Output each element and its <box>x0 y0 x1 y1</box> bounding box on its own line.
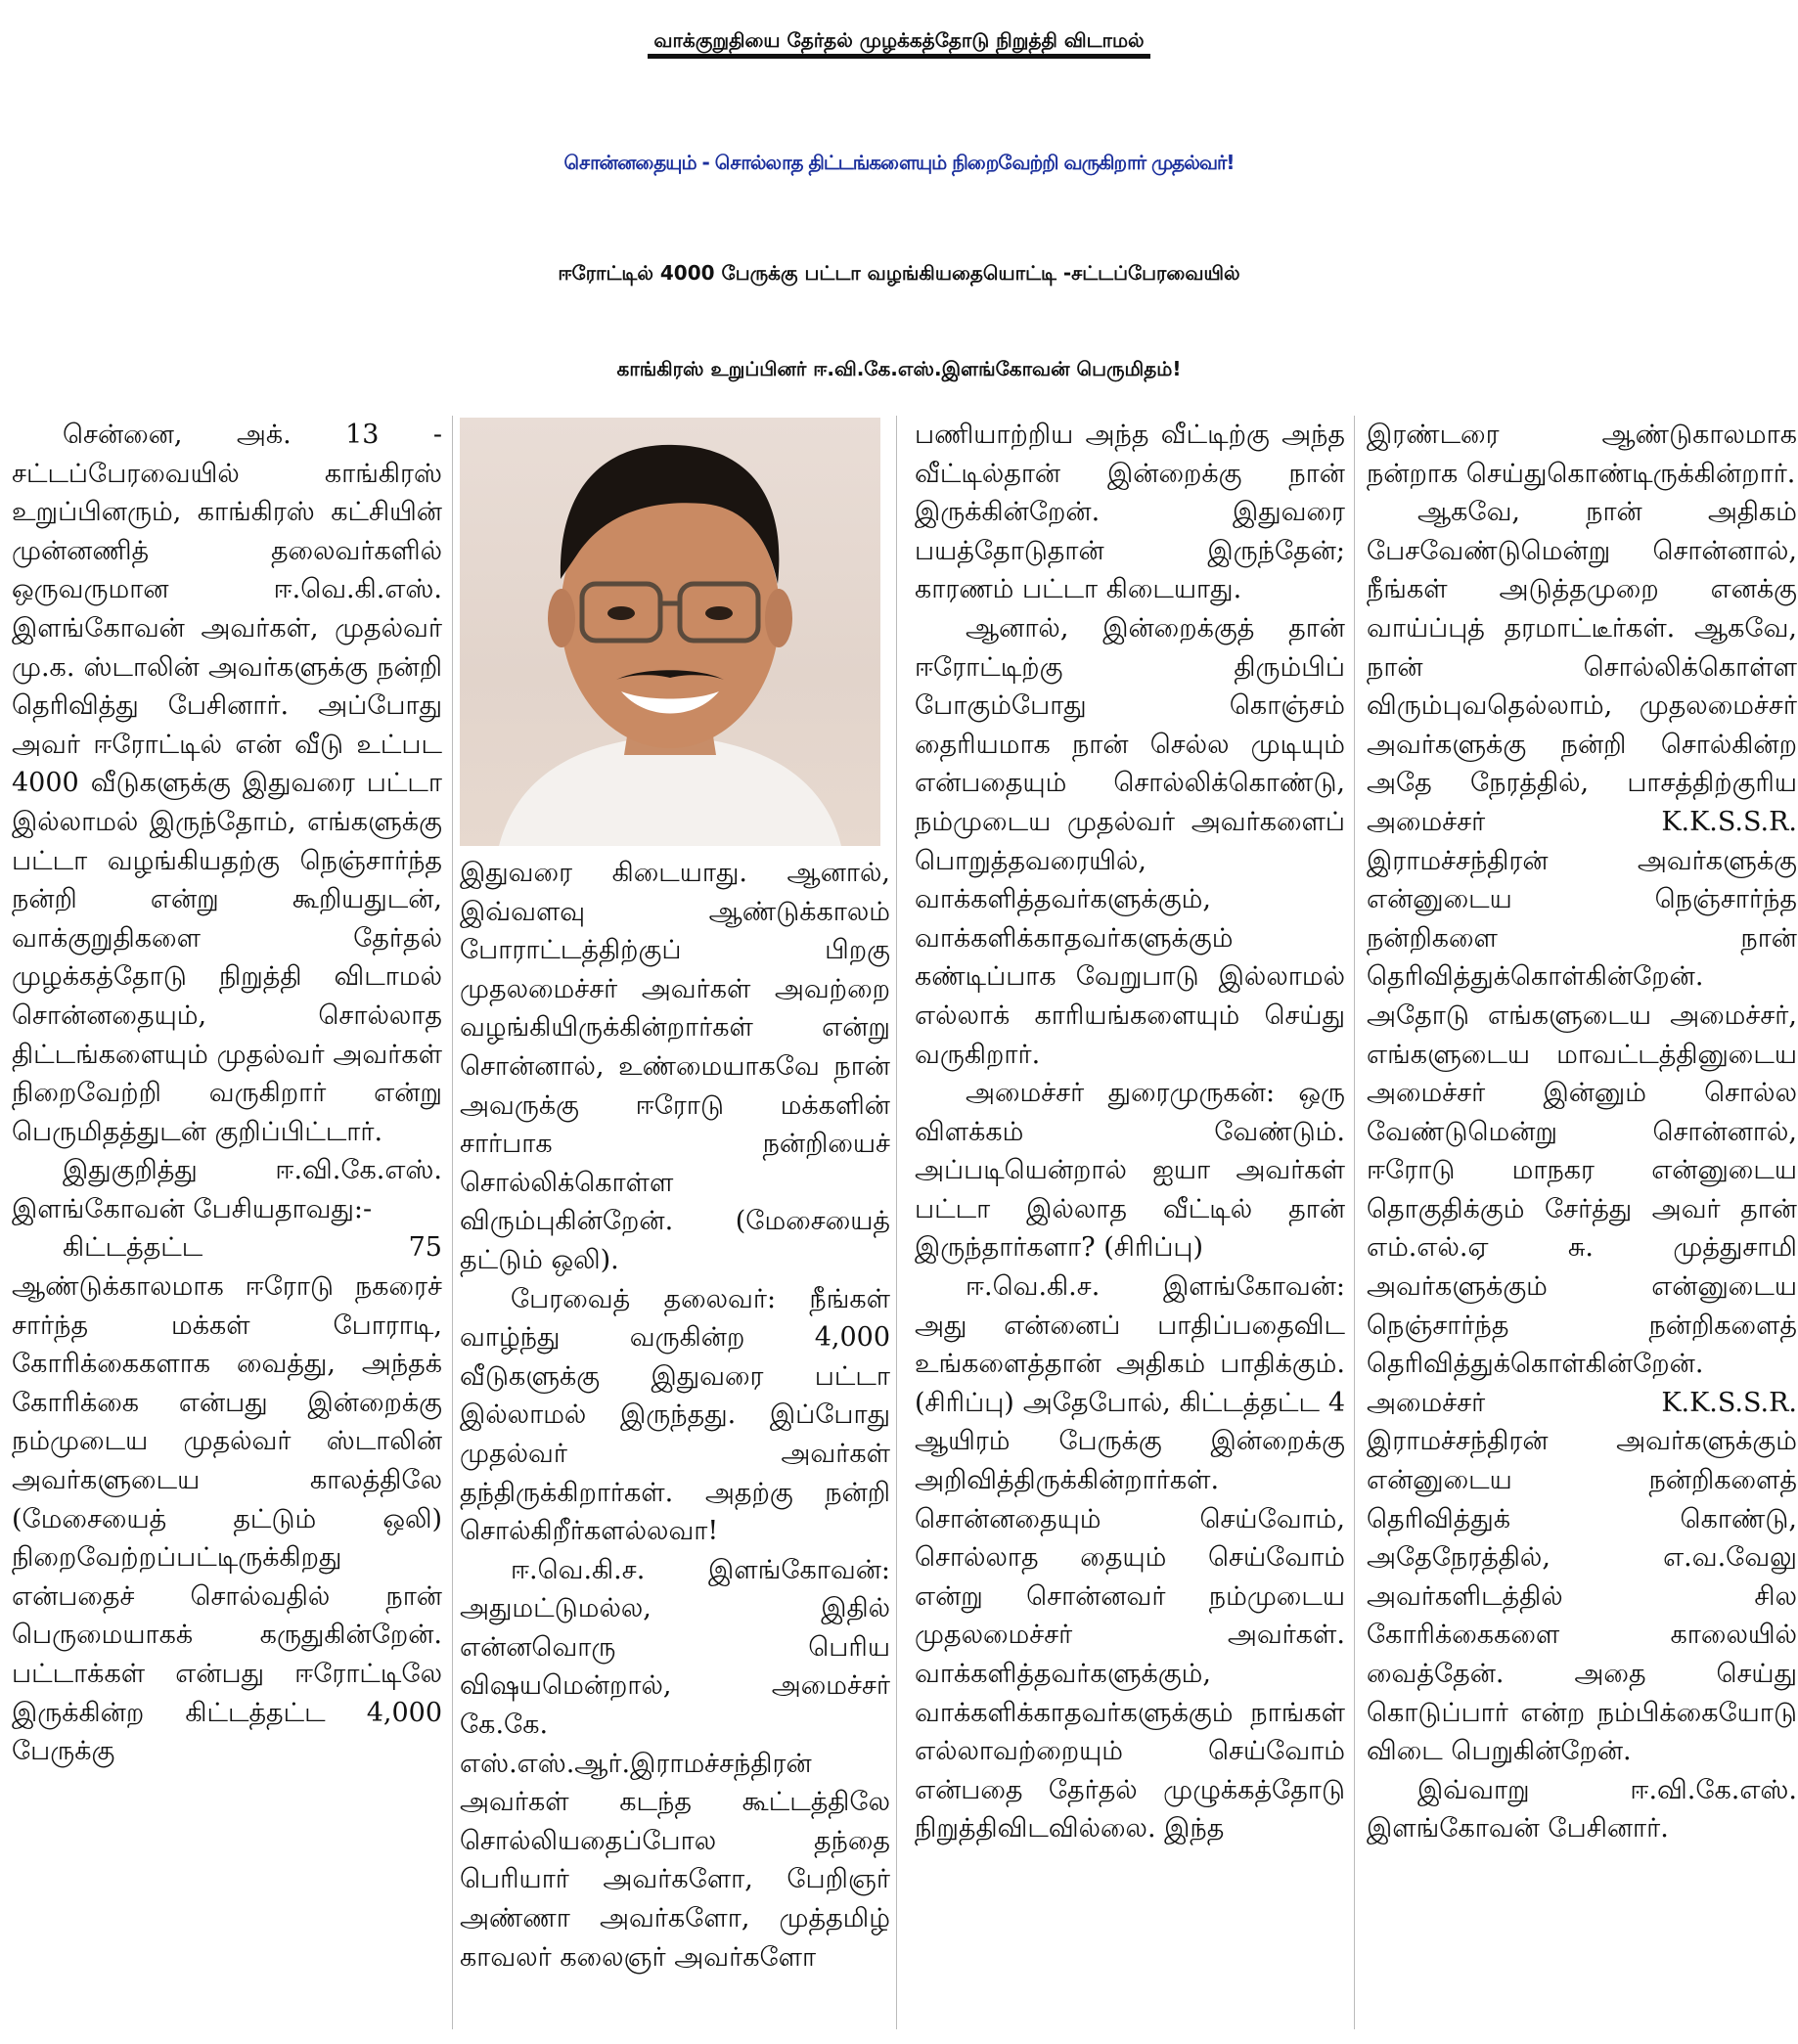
paragraph: ஈ.வெ.கி.ச. இளங்கோவன்: அது என்னைப் பாதிப்பதைவிட உங்களைத்தான் அதிகம் பாதிக்கும்.(சிரிப்பு) அதேபோல், கிட்டத்தட்ட 4 ஆயிரம் பேருக்கு இன்றைக்கு அறிவித்திருக்கின்றார்கள். சொன்னதையும் செய்வோம், சொல்லாத தையும் செய்வோம் என்று சொன்னவர் நம்முடைய முதலமைச்சர் அவர்கள். வாக்களித்தவர்களுக்கும், வாக்களிக்காதவர்களுக்கும் நாங்கள் எல்லாவற்றையும் செய்வோம் என்பதை தேர்தல் முழுக்கத்தோடு நிறுத்திவிடவில்லை. இந்த <box>915 1271 1345 1844</box>
article-column-2 <box>460 854 890 2034</box>
subheadline-2: காங்கிரஸ் உறுப்பினர் ஈ.வி.கே.எஸ்.இளங்கோவன் பெருமிதம்! <box>616 357 1182 380</box>
article-column-1 <box>12 416 442 2034</box>
paragraph: ஈ.வெ.கி.ச. இளங்கோவன்: அதுமட்டுமல்ல, இதில் என்னவொரு பெரிய விஷயமென்றால், அமைச்சர் கே.கே. எஸ்.எஸ்.ஆர்.இராமச்சந்திரன் அவர்கள் கடந்த கூட்டத்திலே சொல்லியதைப்போல தந்தை பெரியார் அவர்களோ, பேறிஞர் அண்ணா அவர்களோ, முத்தமிழ் காவலர் கலைஞர் அவர்களோ <box>460 1554 890 1973</box>
paragraph: இரண்டரை ஆண்டுகாலமாக நன்றாக செய்துகொண்டிருக்கின்றார். <box>1367 420 1797 489</box>
paragraph: இவ்வாறு ஈ.வி.கே.எஸ். இளங்கோவன் பேசினார். <box>1367 1774 1797 1844</box>
paragraph: பணியாற்றிய அந்த வீட்டிற்கு அந்த வீட்டில்தான் இன்றைக்கு நான் இருக்கின்றேன். இதுவரை பயத்தோடுதான் இருந்தேன்; காரணம் பட்டா கிடையாது. <box>915 420 1345 605</box>
article-column-4 <box>1367 416 1797 2034</box>
paragraph: இதுவரை கிடையாது. ஆனால், இவ்வளவு ஆண்டுக்காலம் போராட்டத்திற்குப் பிறகு முதலமைச்சர் அவர்கள் அவற்றை வழங்கியிருக்கின்றார்கள் என்று சொன்னால், உண்மையாகவே நான் அவருக்கு ஈரோடு மக்களின் சார்பாக நன்றியைச் சொல்லிக்கொள்ள விரும்புகின்றேன். (மேசையைத் தட்டும் ஒலி). <box>460 858 890 1275</box>
subheadline-1: ஈரோட்டில் 4000 பேருக்கு பட்டா வழங்கியதையொட்டி -சட்டப்பேரவையில் <box>558 261 1240 285</box>
portrait-photo <box>460 418 880 846</box>
paragraph: கிட்டத்தட்ட 75 ஆண்டுக்காலமாக ஈரோடு நகரைச் சார்ந்த மக்கள் போராடி, கோரிக்கைகளாக வைத்து, அந்தக் கோரிக்கை என்பது இன்றைக்கு நம்முடைய முதல்வர் ஸ்டாலின் அவர்களுடைய காலத்திலே (மேசையைத் தட்டும் ஒலி) நிறைவேற்றப்பட்டிருக்கிறது என்பதைச் சொல்வதில் நான் பெருமையாகக் கருதுகின்றேன். பட்டாக்கள் என்பது ஈரோட்டிலே இருக்கின்ற கிட்டத்தட்ட 4,000 பேருக்கு <box>12 1232 442 1767</box>
paragraph: இதுகுறித்து ஈ.வி.கே.எஸ். இளங்கோவன் பேசியதாவது:- <box>12 1155 442 1224</box>
paragraph: ஆகவே, நான் அதிகம் பேசவேண்டுமென்று சொன்னால், நீங்கள் அடுத்தமுறை எனக்கு வாய்ப்புத் தரமாட்டீர்கள். ஆகவே, நான் சொல்லிக்கொள்ள விரும்புவதெல்லாம், முதலமைச்சர் அவர்களுக்கு நன்றி சொல்கின்ற அதே நேரத்தில், பாசத்திற்குரிய அமைச்சர் K.K.S.S.R. இராமச்சந்திரன் அவர்களுக்கு என்னுடைய நெஞ்சார்ந்த நன்றிகளை நான் தெரிவித்துக்கொள்கின்றேன். அதோடு எங்களுடைய அமைச்சர், எங்களுடைய மாவட்டத்தினுடைய அமைச்சர் இன்னும் சொல்ல வேண்டுமென்று சொன்னால், ஈரோடு மாநகர என்னுடைய தொகுதிக்கும் சேர்த்து அவர் தான் எம்.எல்.ஏ சு. முத்துசாமி அவர்களுக்கும் என்னுடைய நெஞ்சார்ந்த நன்றிகளைத் தெரிவித்துக்கொள்கின்றேன். அமைச்சர் K.K.S.S.R. இராமச்சந்திரன் அவர்களுக்கும் என்னுடைய நன்றிகளைத் தெரிவித்துக் கொண்டு, அதேநேரத்தில், எ.வ.வேலு அவர்களிடத்தில் சில கோரிக்கைகளை காலையில் வைத்தேன். அதை செய்து கொடுப்பார் என்ற நம்பிக்கையோடு விடை பெறுகின்றேன். <box>1367 497 1797 1767</box>
article-column-3 <box>915 416 1345 2034</box>
main-headline: சொன்னதையும் - சொல்லாத திட்டங்களையும் நிறைவேற்றி வருகிறார் முதல்வர்! <box>563 151 1235 174</box>
kicker-headline: வாக்குறுதியை தேர்தல் முழக்கத்தோடு நிறுத்தி விடாமல் <box>0 6 1798 74</box>
paragraph: சென்னை, அக். 13 - சட்டப்பேரவையில் காங்கிரஸ் உறுப்பினரும், காங்கிரஸ் கட்சியின் முன்னணித் தலைவர்களில் ஒருவருமான ஈ.வெ.கி.எஸ். இளங்கோவன் அவர்கள், முதல்வர் மு.க. ஸ்டாலின் அவர்களுக்கு நன்றி தெரிவித்து பேசினார். அப்போது அவர் ஈரோட்டில் என் வீடு உட்பட 4000 வீடுகளுக்கு இதுவரை பட்டா இல்லாமல் இருந்தோம், எங்களுக்கு பட்டா வழங்கியதற்கு நெஞ்சார்ந்த நன்றி என்று கூறியதுடன், வாக்குறுதிகளை தேர்தல் முழக்கத்தோடு நிறுத்தி விடாமல் சொன்னதையும், சொல்லாத திட்டங்களையும் முதல்வர் அவர்கள் நிறைவேற்றி வருகிறார் என்று பெருமிதத்துடன் குறிப்பிட்டார். <box>12 420 442 1147</box>
paragraph: பேரவைத் தலைவர்: நீங்கள் வாழ்ந்து வருகின்ற 4,000 வீடுகளுக்கு இதுவரை பட்டா இல்லாமல் இருந்தது. இப்போது முதல்வர் அவர்கள் தந்திருக்கிறார்கள். அதற்கு நன்றி சொல்கிறீர்களல்லவா! <box>460 1283 890 1547</box>
paragraph: ஆனால், இன்றைக்குத் தான் ஈரோட்டிற்கு திரும்பிப் போகும்போது கொஞ்சம் தைரியமாக நான் செல்ல முடியும் என்பதையும் சொல்லிக்கொண்டு, நம்முடைய முதல்வர் அவர்களைப் பொறுத்தவரையில், வாக்களித்தவர்களுக்கும், வாக்களிக்காதவர்களுக்கும் கண்டிப்பாக வேறுபாடு இல்லாமல் எல்லாக் காரியங்களையும் செய்து வருகிறார். <box>915 612 1345 1070</box>
paragraph: அமைச்சர் துரைமுருகன்: ஒரு விளக்கம் வேண்டும். அப்படியென்றால் ஐயா அவர்கள் பட்டா இல்லாத வீட்டில் தான் இருந்தார்களா? (சிரிப்பு) <box>915 1078 1345 1264</box>
portrait-illustration <box>460 418 880 846</box>
